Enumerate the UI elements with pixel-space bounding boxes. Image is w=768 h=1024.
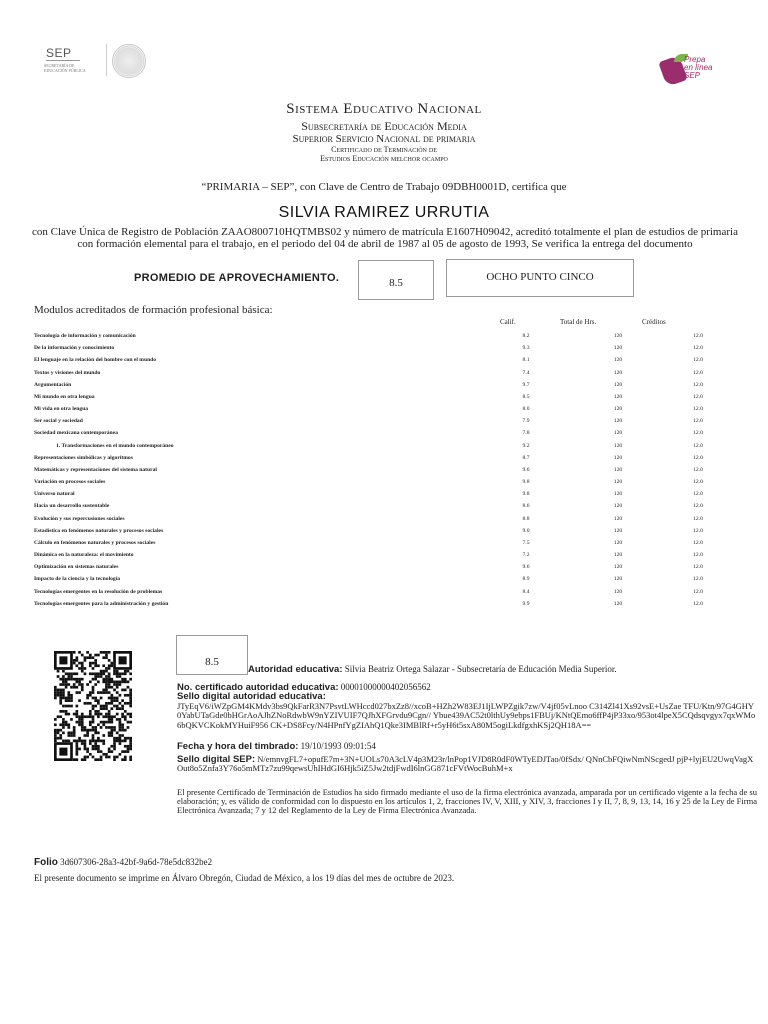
module-credits: 12.0	[693, 466, 703, 473]
module-calif: 8.9	[522, 576, 530, 583]
module-hours: 120	[613, 515, 623, 522]
prepa-logo-text: Prepa en línea SEP	[684, 55, 713, 80]
student-name: SILVIA RAMIREZ URRUTIA	[278, 204, 490, 221]
module-calif: 9.3	[522, 345, 530, 352]
sello-value: JTyEqV6/iWZpGM4KMdv3bs9QkFarR3N7PsvtLWHccd027bxZz8//xcoB+HZh2W83EJ1IjLWPZgik7zw/V4jf05vLnoo C314Zl41Xs92vsE+UsZae TFU/Ktn/97G4GHY0YabUTaGde0bHGrAoAJhZNoRdwbW9nYZIVUIF7QJhXFGrvdu9Cgn// Ybue439AC52t0lthUy9ebps1FBUj/KNtQEmo6ffP4jP33xo/953ot4lpeX5CQdsqvgyx7qxWMo6bQKVCKokMYHuiF956 CK+DS8Fcy/N4HPnfYgZIAhQ1Qke3IMBlRf+r5yH6t5sxA80M5ogiLkdfgxhKSj2QH18A==	[177, 700, 756, 730]
module-credits: 12.0	[693, 381, 703, 388]
table-row	[34, 342, 704, 354]
table-row	[34, 464, 704, 476]
module-hours: 120	[613, 454, 623, 461]
table-row	[34, 367, 704, 379]
sep-logo	[38, 44, 148, 78]
promedio-text-box: OCHO PUNTO CINCO	[446, 259, 634, 297]
folio	[34, 857, 212, 868]
title-line-4: Certificado de Terminación de	[331, 145, 437, 154]
table-row	[34, 379, 704, 391]
module-credits: 12.0	[693, 369, 703, 376]
module-calif: 9.9	[522, 600, 530, 607]
table-row	[34, 573, 704, 585]
fecha-value: 19/10/1993 09:01:54	[300, 741, 376, 751]
module-calif: 9.2	[522, 442, 530, 449]
title-line-1: Sistema Educativo Nacional	[286, 101, 482, 117]
module-calif: 8.0	[522, 406, 530, 413]
module-calif: 9.6	[522, 466, 530, 473]
module-name: Tecnologías emergentes para la administración y gestión	[34, 600, 169, 607]
module-name: Mi mundo en otra lengua	[34, 393, 95, 400]
signature-block	[177, 665, 757, 815]
module-credits: 12.0	[693, 406, 703, 413]
header-calif: Calif.	[500, 318, 516, 326]
promedio-value-box: 8.5	[358, 260, 434, 300]
module-credits: 12.0	[693, 393, 703, 400]
module-credits: 12.0	[693, 564, 703, 571]
table-row	[34, 452, 704, 464]
cert-no-label: No. certificado autoridad educativa:	[177, 681, 339, 693]
qr-value-box: 8.5	[176, 635, 248, 675]
header-creditos: Créditos	[642, 318, 666, 326]
module-credits: 12.0	[693, 539, 703, 546]
module-calif: 9.6	[522, 564, 530, 571]
module-hours: 120	[613, 600, 623, 607]
module-name: Textos y visiones del mundo	[34, 369, 101, 376]
module-calif: 7.4	[522, 369, 530, 376]
title-line-3: Superior Servicio Nacional de primaria	[292, 133, 476, 145]
module-calif: 7.5	[522, 539, 530, 546]
title-line-5: Estudios Educación melchor ocampo	[320, 154, 448, 163]
table-row	[34, 598, 704, 610]
module-name: Matemáticas y representaciones del sistema natural	[34, 466, 157, 473]
module-hours: 120	[613, 491, 623, 498]
module-hours: 120	[613, 539, 623, 546]
module-hours: 120	[613, 406, 623, 413]
module-credits: 12.0	[693, 588, 703, 595]
module-name: Impacto de la ciencia y la tecnología	[34, 576, 121, 583]
table-row	[34, 391, 704, 403]
module-hours: 120	[613, 345, 623, 352]
module-name: Representaciones simbólicas y algoritmos	[34, 454, 133, 461]
module-name: Universo natural	[34, 491, 75, 498]
module-name: Variación en procesos sociales	[34, 479, 106, 486]
header-total-hrs: Total de Hrs.	[560, 318, 597, 326]
module-credits: 12.0	[693, 479, 703, 486]
module-hours: 120	[613, 418, 623, 425]
module-calif: 8.1	[522, 357, 530, 364]
module-calif: 8.6	[522, 503, 530, 510]
module-hours: 120	[613, 393, 623, 400]
module-credits: 12.0	[693, 418, 703, 425]
table-row	[34, 403, 704, 415]
module-name: Evolución y sus repercusiones sociales	[34, 515, 125, 522]
module-name: Cálculo en fenómenos naturales y procesos sociales	[34, 539, 156, 546]
table-row	[34, 586, 704, 598]
module-hours: 120	[613, 357, 623, 364]
module-name: Tecnología de información y comunicación	[34, 333, 136, 339]
legal-text: El presente Certificado de Terminación de Estudios ha sido firmado mediante el uso de la firma electrónica avanzada, amparada por un certificado vigente a la fecha de su elaboración; y, es válido de conformidad con lo dispuesto en los artículos 1, 2, fracciones IV, V, XIII, y XIV, 3, fracciones I y II, 7, 8, 9, 13, 14, 16 y 25 de la Ley de Firma Electrónica Avanzada; 7 y 12 del Reglamento de la Ley de Firma Electrónica Avanzada.	[177, 786, 757, 815]
folio-label: Folio	[34, 857, 58, 868]
fecha-label: Fecha y hora del timbrado:	[177, 741, 299, 752]
module-hours: 120	[613, 527, 623, 534]
folio-value: 3d607306-28a3-42bf-9a6d-78e5dc832be2	[60, 857, 213, 867]
module-hours: 120	[613, 588, 623, 595]
module-hours: 120	[613, 552, 623, 559]
sep-logo-text: SEP	[46, 46, 72, 60]
modules-title: Modulos acreditados de formación profesional básica:	[34, 304, 273, 316]
module-hours: 120	[613, 479, 623, 486]
module-calif: 9.8	[522, 479, 530, 486]
national-seal-icon	[112, 44, 146, 78]
sello-label: Sello digital autoridad educativa:	[177, 691, 326, 702]
module-calif: 8.2	[522, 333, 530, 339]
module-credits: 12.0	[693, 527, 703, 534]
module-credits: 12.0	[693, 515, 703, 522]
authority-label: Autoridad educativa:	[248, 664, 343, 675]
module-hours: 120	[613, 381, 623, 388]
module-name: Argumentación	[34, 381, 72, 388]
table-row	[34, 561, 704, 573]
module-name: De la información y conocimiento	[34, 345, 115, 352]
module-name: Tecnologías emergentes en la resolución de problemas	[34, 588, 163, 595]
module-name: Mi vida en otra lengua	[34, 406, 89, 413]
module-name: 1. Transformaciones en el mundo contemporáneo	[56, 442, 174, 449]
table-row	[34, 500, 704, 512]
module-credits: 12.0	[693, 430, 703, 437]
prepa-en-linea-logo	[656, 50, 712, 90]
certifies-text: “PRIMARIA – SEP”, con Clave de Centro de Trabajo 09DBH0001D, certifica que	[201, 181, 567, 193]
modules-table	[34, 330, 704, 610]
cert-no-value: 00001000000402056562	[340, 681, 431, 692]
module-hours: 120	[613, 369, 623, 376]
module-hours: 120	[613, 466, 623, 473]
module-name: Sociedad mexicana contemporánea	[34, 430, 118, 437]
table-row	[34, 549, 704, 561]
table-row	[34, 525, 704, 537]
module-name: Hacia un desarrollo sustentable	[34, 503, 110, 510]
table-row	[34, 488, 704, 500]
module-name: Ser social y sociedad	[34, 418, 83, 425]
table-row	[34, 354, 704, 366]
sello-sep-value: N/emnvgFL7+opufE7m+3N+UOLs70A3cLV4p3M23r/lnPop1VJD8R0dF0WTyEDJTao/0fSdx/ QNnCbFQiwNmNScgedJ pjP+lyjEU2UwqVagXOut8o5Znfa3Y76o5mMTz7zu99qewsUhIHdGI6Hjk5iZ5Jw2tdjFwdI6lnGG871cFVtWocBuhM+x	[177, 753, 754, 773]
module-calif: 7.2	[522, 552, 530, 559]
module-credits: 12.0	[693, 576, 703, 583]
print-statement: El presente documento se imprime en Álvaro Obregón, Ciudad de México, a los 19 días del mes de octubre de 2023.	[34, 873, 455, 883]
sep-logo-subtext: SECRETARÍA DE EDUCACIÓN PÚBLICA	[44, 63, 86, 73]
module-name: El lenguaje en la relación del hombre con el mundo	[34, 357, 157, 364]
table-row	[34, 476, 704, 488]
table-row	[34, 330, 704, 342]
module-calif: 9.8	[522, 491, 530, 498]
table-row	[34, 427, 704, 439]
module-name: Dinámica en la naturaleza: el movimiento	[34, 552, 134, 559]
module-calif: 7.9	[522, 418, 530, 425]
module-hours: 120	[613, 430, 623, 437]
promedio-label: PROMEDIO DE APROVECHAMIENTO.	[134, 272, 340, 284]
module-name: Optimización en sistemas naturales	[34, 564, 119, 571]
module-credits: 12.0	[693, 454, 703, 461]
module-credits: 12.0	[693, 552, 703, 559]
module-hours: 120	[613, 442, 623, 449]
module-name: Estadística en fenómenos naturales y procesos sociales	[34, 527, 164, 534]
module-hours: 120	[613, 576, 623, 583]
table-row	[34, 513, 704, 525]
table-row	[34, 440, 704, 452]
module-calif: 7.8	[522, 430, 530, 437]
module-calif: 8.5	[522, 393, 530, 400]
title-line-2: Subsecretaría de Educación Media	[301, 119, 467, 133]
table-row	[34, 415, 704, 427]
authority-value: Silvia Beatriz Ortega Salazar - Subsecretaría de Educación Media Superior.	[344, 664, 617, 674]
module-calif: 9.0	[522, 527, 530, 534]
module-credits: 12.0	[693, 345, 703, 352]
module-credits: 12.0	[693, 491, 703, 498]
sello-sep-label: Sello digital SEP:	[177, 753, 256, 765]
module-hours: 120	[613, 333, 623, 339]
module-calif: 9.7	[522, 381, 530, 388]
qr-code	[54, 651, 132, 761]
module-hours: 120	[613, 564, 623, 571]
module-credits: 12.0	[693, 600, 703, 607]
table-row	[34, 537, 704, 549]
module-calif: 8.8	[522, 515, 530, 522]
module-credits: 12.0	[693, 442, 703, 449]
module-calif: 8.7	[522, 454, 530, 461]
module-credits: 12.0	[693, 503, 703, 510]
module-hours: 120	[613, 503, 623, 510]
module-credits: 12.0	[693, 357, 703, 364]
certificate-body-text: con Clave Única de Registro de Población ZAAO800710HQTMBS02 y número de matrícula E1607H09042, acreditó totalmente el plan de estudios de primaria con formación elemental para el trabajo, en el periodo del 04 de abril de 1987 al 05 de agosto de 1993, Se verifica la entrega del documento	[32, 226, 738, 250]
module-credits: 12.0	[693, 333, 703, 339]
module-calif: 8.4	[522, 588, 530, 595]
